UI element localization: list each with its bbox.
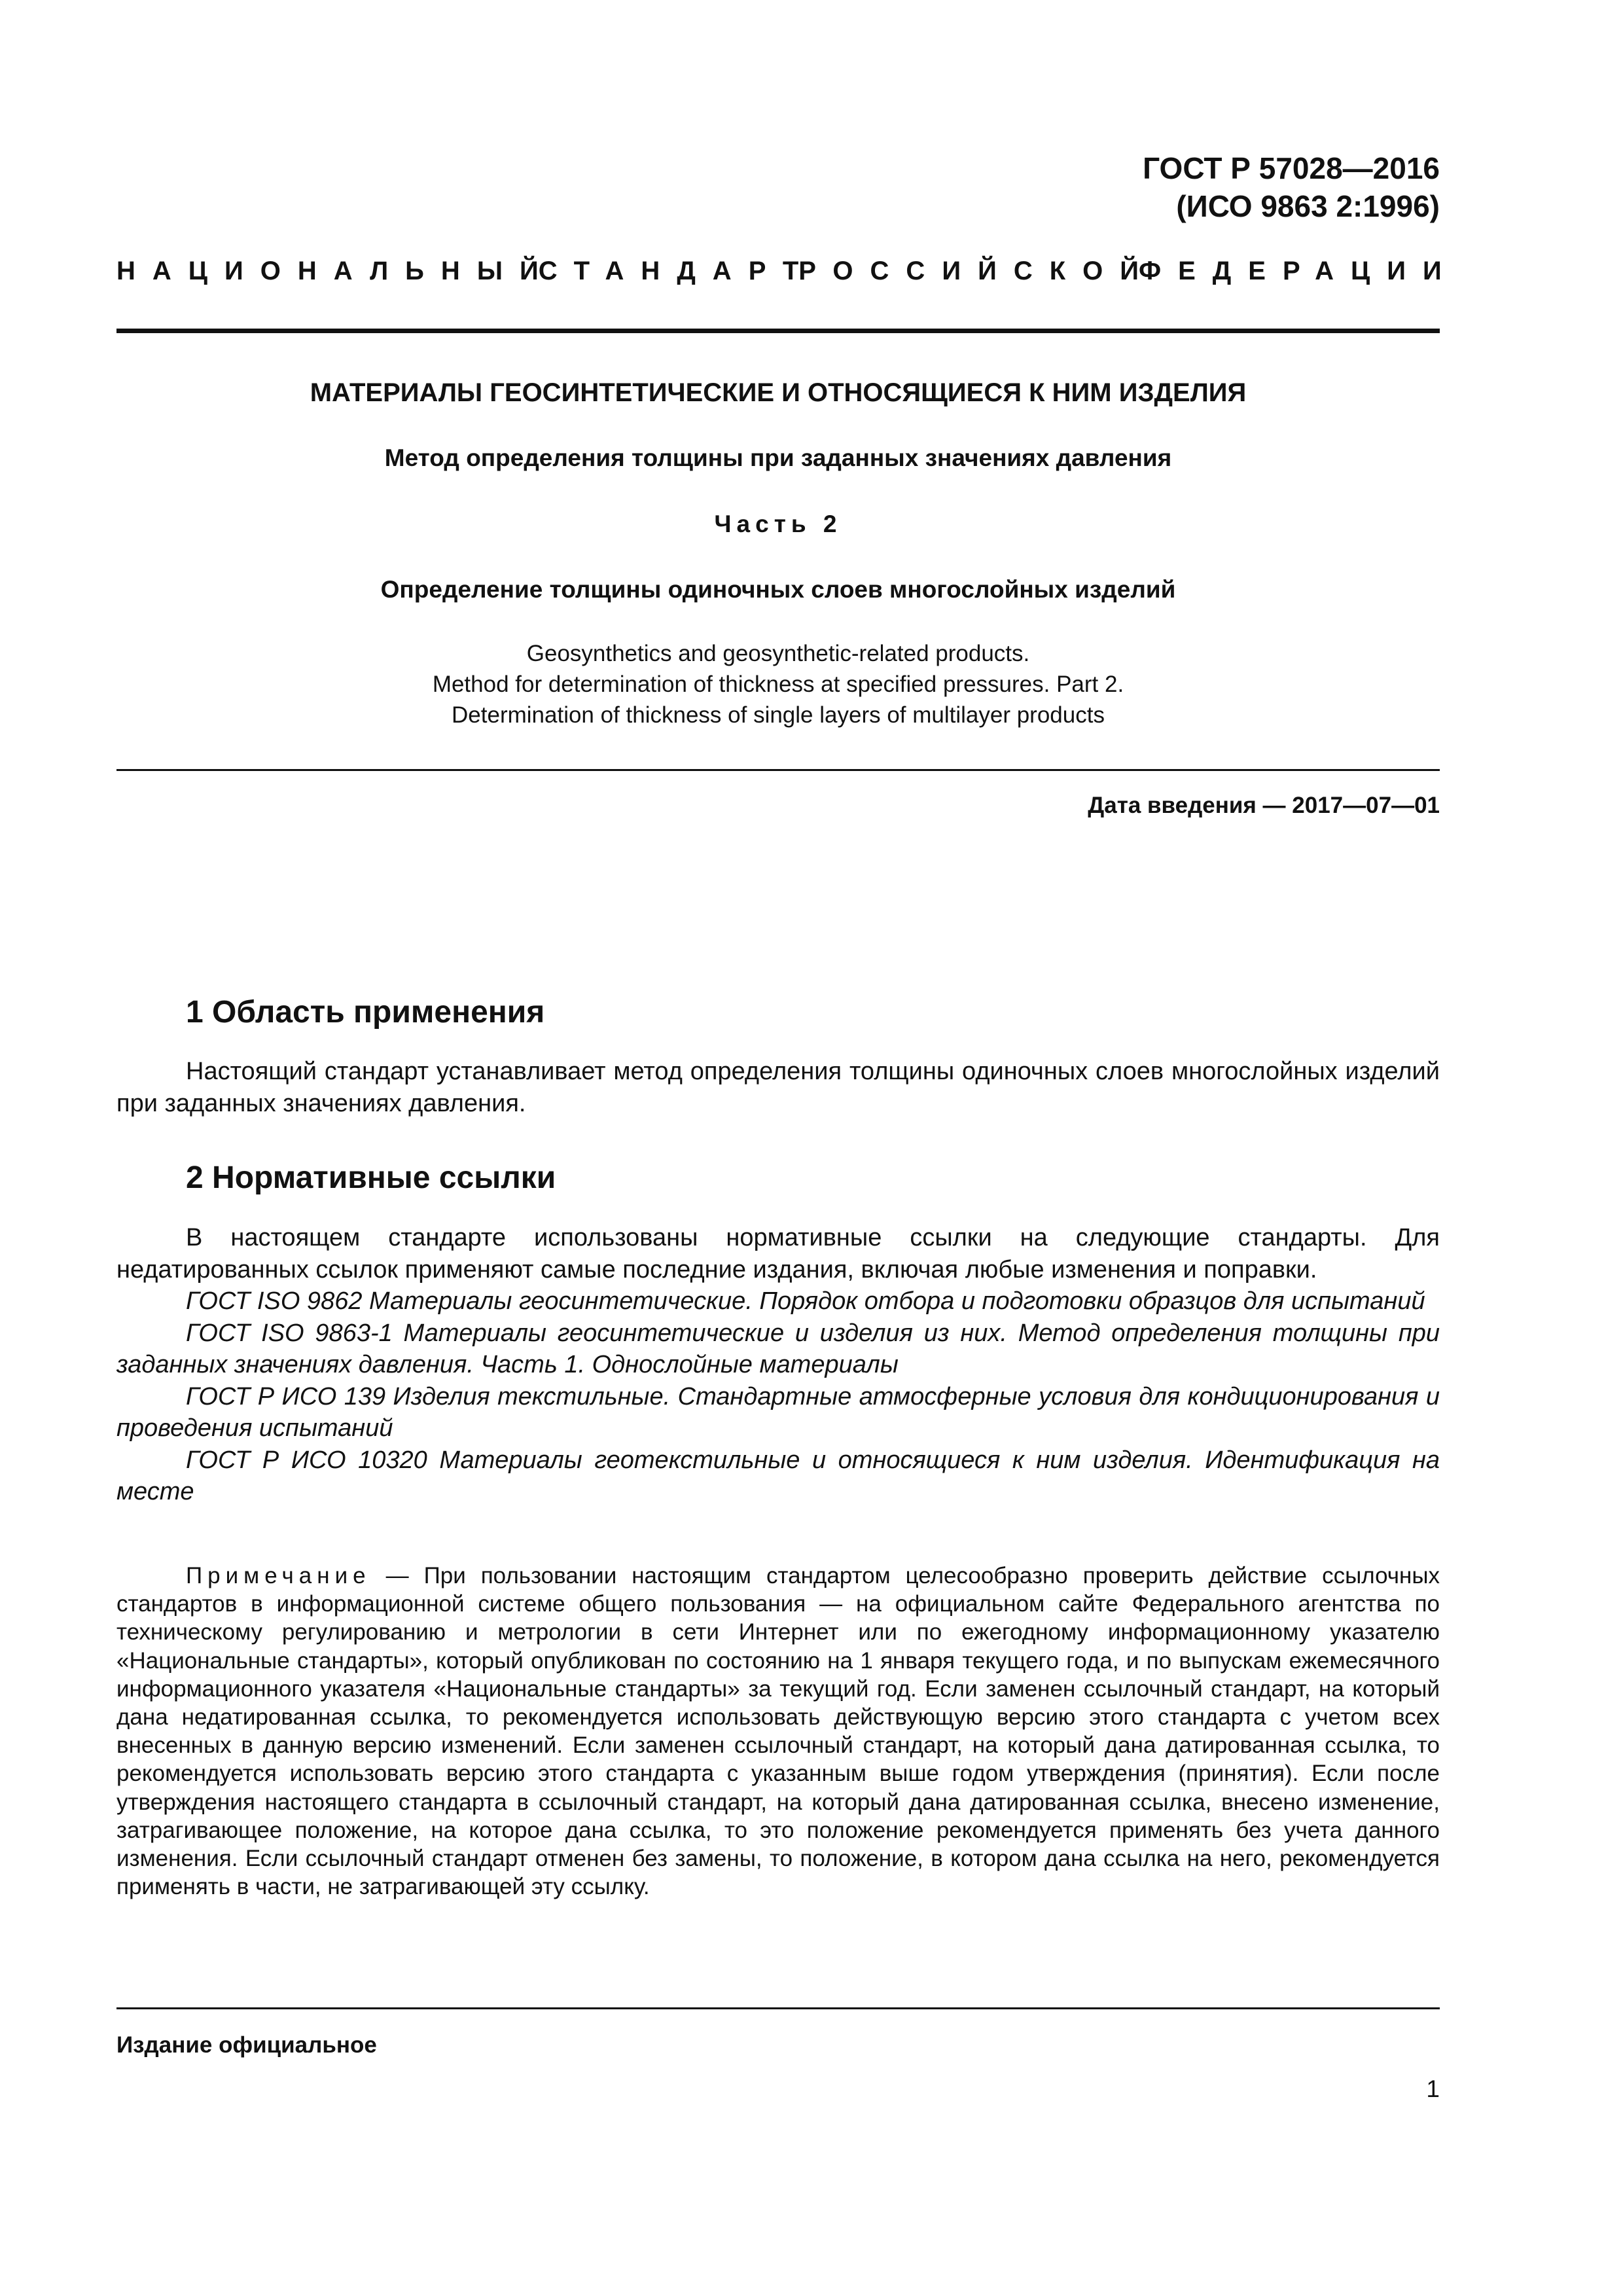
official-edition-label: Издание официальное [116, 2032, 377, 2058]
reference-item: ГОСТ ISO 9862 Материалы геосинтетические. Порядок отбора и подготовки образцов для испытаний [186, 1287, 1425, 1315]
national-standard-banner [116, 254, 1459, 288]
section-heading-references: 2 Нормативные ссылки [186, 1160, 556, 1195]
part-title: Определение толщины одиночных слоев многослойных изделий [380, 576, 1176, 603]
document-title: МАТЕРИАЛЫ ГЕОСИНТЕТИЧЕСКИЕ И ОТНОСЯЩИЕСЯ К НИМ ИЗДЕЛИЯ [310, 378, 1247, 407]
page-number: 1 [1426, 2075, 1440, 2102]
english-title-line: Geosynthetics and geosynthetic-related products. [526, 641, 1030, 666]
scope-text [116, 1056, 1440, 1119]
note-paragraph [116, 1562, 1440, 1901]
part-label: Часть 2 [714, 511, 842, 537]
banner-word: СТАНДАРТ [538, 257, 816, 285]
english-title-line: Determination of thickness of single layers of multilayer products [452, 702, 1105, 728]
reference-item: ГОСТ ISO 9863-1 Материалы геосинтетические и изделия из них. Метод определения толщины при заданных значениях давления. Часть 1. Однослойные материалы [116, 1319, 1440, 1378]
scope-paragraph: Настоящий стандарт устанавливает метод определения толщины одиночных слоев многослойных изделий при заданных значениях давления. [116, 1058, 1440, 1117]
method-title: Метод определения толщины при заданных значениях давления [384, 444, 1172, 471]
reference-item: ГОСТ Р ИСО 10320 Материалы геотекстильные и относящиеся к ним изделия. Идентификация на месте [116, 1446, 1440, 1505]
note-block [116, 1562, 1440, 1901]
section-heading-scope: 1 Область применения [186, 995, 545, 1030]
standard-number: ГОСТ Р 57028—2016 [1143, 151, 1440, 185]
title-separator-rule [116, 769, 1440, 771]
top-thick-rule [116, 329, 1440, 333]
banner-word: РОССИЙСКОЙ [798, 257, 1156, 285]
banner-word: ФЕДЕРАЦИИ [1138, 257, 1459, 285]
introduction-date: Дата введения — 2017—07—01 [1088, 793, 1440, 818]
iso-equivalent: (ИСО 9863 2:1996) [1176, 189, 1440, 223]
references-intro: В настоящем стандарте использованы нормативные ссылки на следующие стандарты. Для недатированных ссылок применяют самые последние издания, включая любые изменения и поправки. [116, 1224, 1440, 1283]
english-title-line: Method for determination of thickness at specified pressures. Part 2. [432, 672, 1124, 697]
note-label: Примечание [186, 1563, 371, 1588]
references-list [116, 1222, 1440, 1508]
footer-rule [116, 2007, 1440, 2009]
banner-word: НАЦИОНАЛЬНЫЙ [116, 257, 556, 285]
note-text: — При пользовании настоящим стандартом целесообразно проверить действие ссылочных стандартов в информационной системе общего пользования — на официальном сайте Федерального агентства по техническому регулированию и метрологии в сети Интернет или по ежегодному информационному указателю «Национальные стандарты», который опубликован по состоянию на 1 января текущего года, и по выпускам ежемесячного информационного указателя «Национальные стандарты» за текущий год. Если заменен ссылочный стандарт, на который дана недатированная ссылка, то рекомендуется использовать действующую версию этого стандарта с учетом всех внесенных в данную версию изменений. Если заменен ссылочный стандарт, на который дана датированная ссылка, то рекомендуется использовать версию этого стандарта с указанным выше годом утверждения (принятия). Если после утверждения настоящего стандарта в ссылочный стандарт, на который дана датированная ссылка, внесено изменение, затрагивающее положение, на которое дана ссылка, то это положение рекомендуется применять без учета данного изменения. Если ссылочный стандарт отменен без замены, то положение, в котором дана ссылка на него, рекомендуется применять в части, не затрагивающей эту ссылку. [116, 1563, 1440, 1900]
reference-item: ГОСТ Р ИСО 139 Изделия текстильные. Стандартные атмосферные условия для кондиционирования и проведения испытаний [116, 1382, 1440, 1442]
